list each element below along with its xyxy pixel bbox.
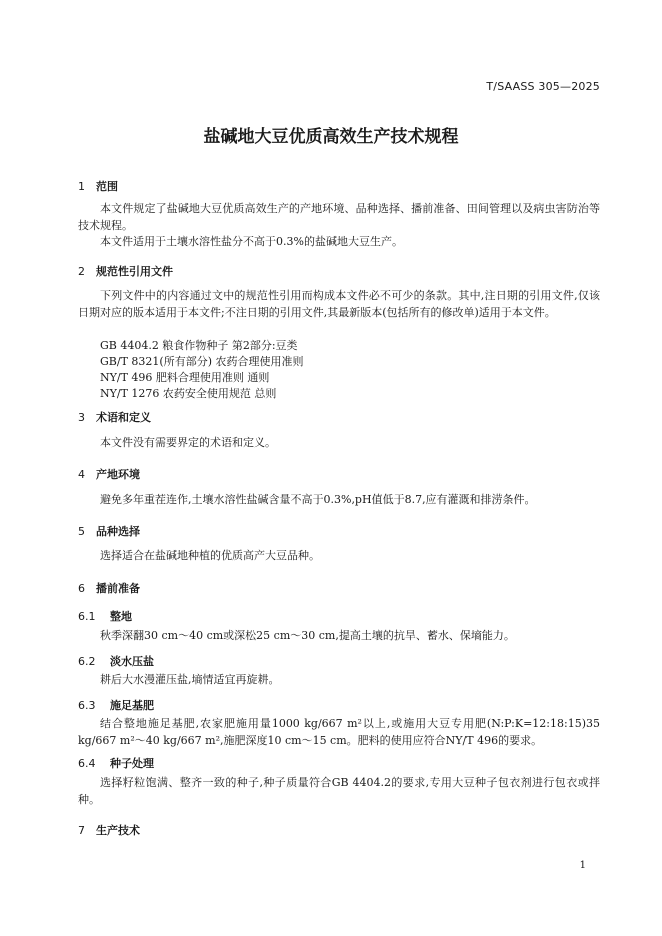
reference-item: GB/T 8321(所有部分) 农药合理使用准则 bbox=[100, 355, 304, 368]
section-title: 播前准备 bbox=[96, 582, 140, 595]
section-title: 产地环境 bbox=[96, 468, 140, 481]
subsection-heading-6-1 bbox=[78, 608, 132, 624]
paragraph: 下列文件中的内容通过文中的规范性引用而构成本文件必不可少的条款。其中,注日期的引用文件,仅该日期对应的版本适用于本文件;不注日期的引用文件,其最新版本(包括所有的修改单)适用于本文件。 bbox=[78, 289, 600, 319]
section-title: 术语和定义 bbox=[96, 411, 151, 424]
section-heading-6 bbox=[78, 580, 140, 596]
subsection-title: 施足基肥 bbox=[110, 699, 154, 712]
paragraph: 本文件没有需要界定的术语和定义。 bbox=[100, 436, 276, 449]
section-heading-7 bbox=[78, 822, 140, 838]
paragraph: 本文件规定了盐碱地大豆优质高效生产的产地环境、品种选择、播前准备、田间管理以及病虫害防治等技术规程。 bbox=[78, 202, 600, 232]
section-title: 生产技术 bbox=[96, 824, 140, 837]
subsection-heading-6-4 bbox=[78, 755, 154, 771]
subsection-heading-6-3 bbox=[78, 697, 154, 713]
section-number: 4 bbox=[78, 468, 85, 481]
section-heading-3 bbox=[78, 409, 151, 425]
section-number: 5 bbox=[78, 525, 85, 538]
paragraph: 选择籽粒饱满、整齐一致的种子,种子质量符合GB 4404.2的要求,专用大豆种子包衣剂进行包衣或拌种。 bbox=[78, 776, 600, 806]
paragraph: 避免多年重茬连作,土壤水溶性盐碱含量不高于0.3%,pH值低于8.7,应有灌溉和排涝条件。 bbox=[100, 493, 536, 506]
page-number: 1 bbox=[579, 860, 586, 871]
section-heading-1 bbox=[78, 178, 118, 194]
section-heading-2 bbox=[78, 263, 173, 279]
section-title: 范围 bbox=[96, 180, 118, 193]
section-number: 2 bbox=[78, 265, 85, 278]
subsection-title: 整地 bbox=[110, 610, 132, 623]
paragraph: 选择适合在盐碱地种植的优质高产大豆品种。 bbox=[100, 549, 320, 562]
section-number: 6 bbox=[78, 582, 85, 595]
subsection-title: 种子处理 bbox=[110, 757, 154, 770]
section-heading-5 bbox=[78, 523, 140, 539]
reference-item: NY/T 496 肥料合理使用准则 通则 bbox=[100, 371, 270, 384]
paragraph: 结合整地施足基肥,农家肥施用量1000 kg/667 m²以上,或施用大豆专用肥(N:P:K=12:18:15)35 kg/667 m²～40 kg/667 m²,施肥深度10 cm～15 cm。肥料的使用应符合NY/T 496的要求。 bbox=[78, 717, 600, 747]
paragraph: 秋季深翻30 cm～40 cm或深松25 cm～30 cm,提高土壤的抗旱、蓄水、保墒能力。 bbox=[100, 629, 515, 642]
subsection-number: 6.2 bbox=[78, 655, 96, 668]
paragraph: 本文件适用于土壤水溶性盐分不高于0.3%的盐碱地大豆生产。 bbox=[100, 235, 403, 248]
standard-code: T/SAASS 305—2025 bbox=[486, 80, 600, 93]
subsection-title: 淡水压盐 bbox=[110, 655, 154, 668]
reference-item: NY/T 1276 农药安全使用规范 总则 bbox=[100, 387, 277, 400]
section-number: 7 bbox=[78, 824, 85, 837]
subsection-number: 6.3 bbox=[78, 699, 96, 712]
section-number: 3 bbox=[78, 411, 85, 424]
section-heading-4 bbox=[78, 466, 140, 482]
subsection-number: 6.4 bbox=[78, 757, 96, 770]
section-number: 1 bbox=[78, 180, 85, 193]
subsection-heading-6-2 bbox=[78, 653, 154, 669]
subsection-number: 6.1 bbox=[78, 610, 96, 623]
section-title: 品种选择 bbox=[96, 525, 140, 538]
document-title: 盐碱地大豆优质高效生产技术规程 bbox=[203, 127, 459, 147]
paragraph: 耕后大水漫灌压盐,墒情适宜再旋耕。 bbox=[100, 673, 280, 686]
reference-item: GB 4404.2 粮食作物种子 第2部分:豆类 bbox=[100, 339, 298, 352]
section-title: 规范性引用文件 bbox=[96, 265, 173, 278]
